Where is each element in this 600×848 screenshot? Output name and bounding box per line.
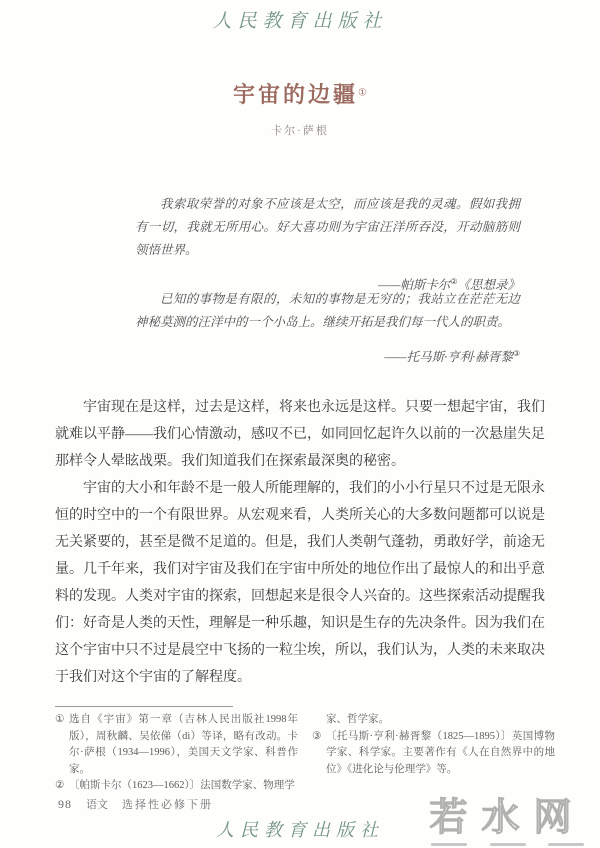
- footnote-text: 〔帕斯卡尔（1623—1662）〕法国数学家、物理学: [69, 780, 295, 791]
- body-paragraph: 宇宙现在是这样，过去是这样，将来也永远是这样。只要一想起宇宙，我们就难以平静——我们心情激动，感叹不已，如同回忆起许久以前的一次悬崖失足那样令人晕眩战栗。我们知道我们在探索最深奥的秘密。: [55, 400, 545, 469]
- epigraph-attribution: [135, 347, 520, 365]
- page-title: 宇宙的边疆: [233, 82, 359, 107]
- footnote-marker: ②: [55, 780, 65, 791]
- attribution-footnote-marker: ②: [450, 276, 458, 286]
- epigraph-pascal: [135, 193, 520, 293]
- publisher-logo-bottom: [0, 816, 600, 842]
- article-body: [55, 394, 545, 691]
- title-footnote-marker: ①: [358, 87, 367, 99]
- footnotes-section: [55, 712, 555, 795]
- epigraph-huxley: [135, 288, 520, 365]
- footnote-text: 家、哲学家。: [326, 714, 389, 725]
- footnote-marker: ①: [55, 714, 65, 725]
- publisher-logo-text: 人民教育出版社: [212, 10, 388, 32]
- footnote-marker: [312, 712, 326, 729]
- page-number: 98: [58, 797, 72, 811]
- article-title-line: [0, 78, 600, 109]
- watermark-subtext-decoration: [425, 843, 590, 846]
- footnote-text: 选自《宇宙》第一章（吉林人民出版社1998年版），周秋麟、吴依俤（dì）等译，略有改动。卡尔·萨根（1934—1996），美国天文学家、科普作家。: [69, 714, 298, 775]
- footnote-separator: [55, 706, 233, 707]
- footnotes-right-column: [312, 712, 555, 795]
- page-footer: [58, 796, 213, 812]
- attribution-name: ——托马斯·亨利·赫胥黎: [384, 350, 513, 364]
- attribution-footnote-marker: ③: [512, 348, 520, 358]
- watermark-text: 若水网: [429, 795, 586, 839]
- epigraph-text: 已知的事物是有限的，未知的事物是无穷的；我站立在茫茫无边神秘莫测的汪洋中的一个小岛上。继续开拓是我们每一代人的职责。: [135, 292, 520, 329]
- footer-subject: 语文: [86, 799, 108, 811]
- attribution-name: ——帕斯卡尔: [378, 278, 451, 292]
- publisher-logo-text: 人民教育出版社: [216, 820, 384, 841]
- footnote-item: [312, 712, 555, 729]
- footnote-text: 〔托马斯·亨利·赫胥黎（1825—1895）〕英国博物学家、科学家。主要著作有《人在自然界中的地位》《进化论与伦理学》等。: [326, 730, 555, 775]
- attribution-source: 《思想录》: [457, 278, 520, 292]
- publisher-logo-top: [0, 6, 600, 33]
- body-paragraph: 宇宙的大小和年龄不是一般人所能理解的，我们的小小行星只不过是无限永恒的时空中的一个有限世界。从宏观来看，人类所关心的大多数问题都可以说是无关紧要的，甚至是微不足道的。但是，我们人类朝气蓬勃，勇敢好学，前途无量。几千年来，我们对宇宙及我们在宇宙中所处的地位作出了最惊人的和出乎意料的发现。人类对宇宙的探索，回想起来是很令人兴奋的。这些探索活动提醒我们：好奇是人类的天性，理解是一种乐趣，知识是生存的先决条件。因为我们在这个宇宙中只不过是晨空中飞扬的一粒尘埃，所以，我们认为，人类的未来取决于我们对这个宇宙的了解程度。: [55, 481, 545, 685]
- footnote-item: [55, 712, 298, 778]
- author-name: 卡尔·萨根: [271, 125, 329, 137]
- footnote-item: [312, 729, 555, 779]
- epigraph-text: 我索取荣誉的对象不应该是太空，而应该是我的灵魂。假如我拥有一切，我就无所用心。好大喜功则为宇宙汪洋所吞没，开动脑筋则领悟世界。: [135, 197, 520, 257]
- footnote-marker: ③: [312, 730, 322, 742]
- footnote-item: [55, 778, 298, 795]
- footer-book-title: 选择性必修下册: [122, 799, 213, 811]
- footnotes-left-column: [55, 712, 298, 795]
